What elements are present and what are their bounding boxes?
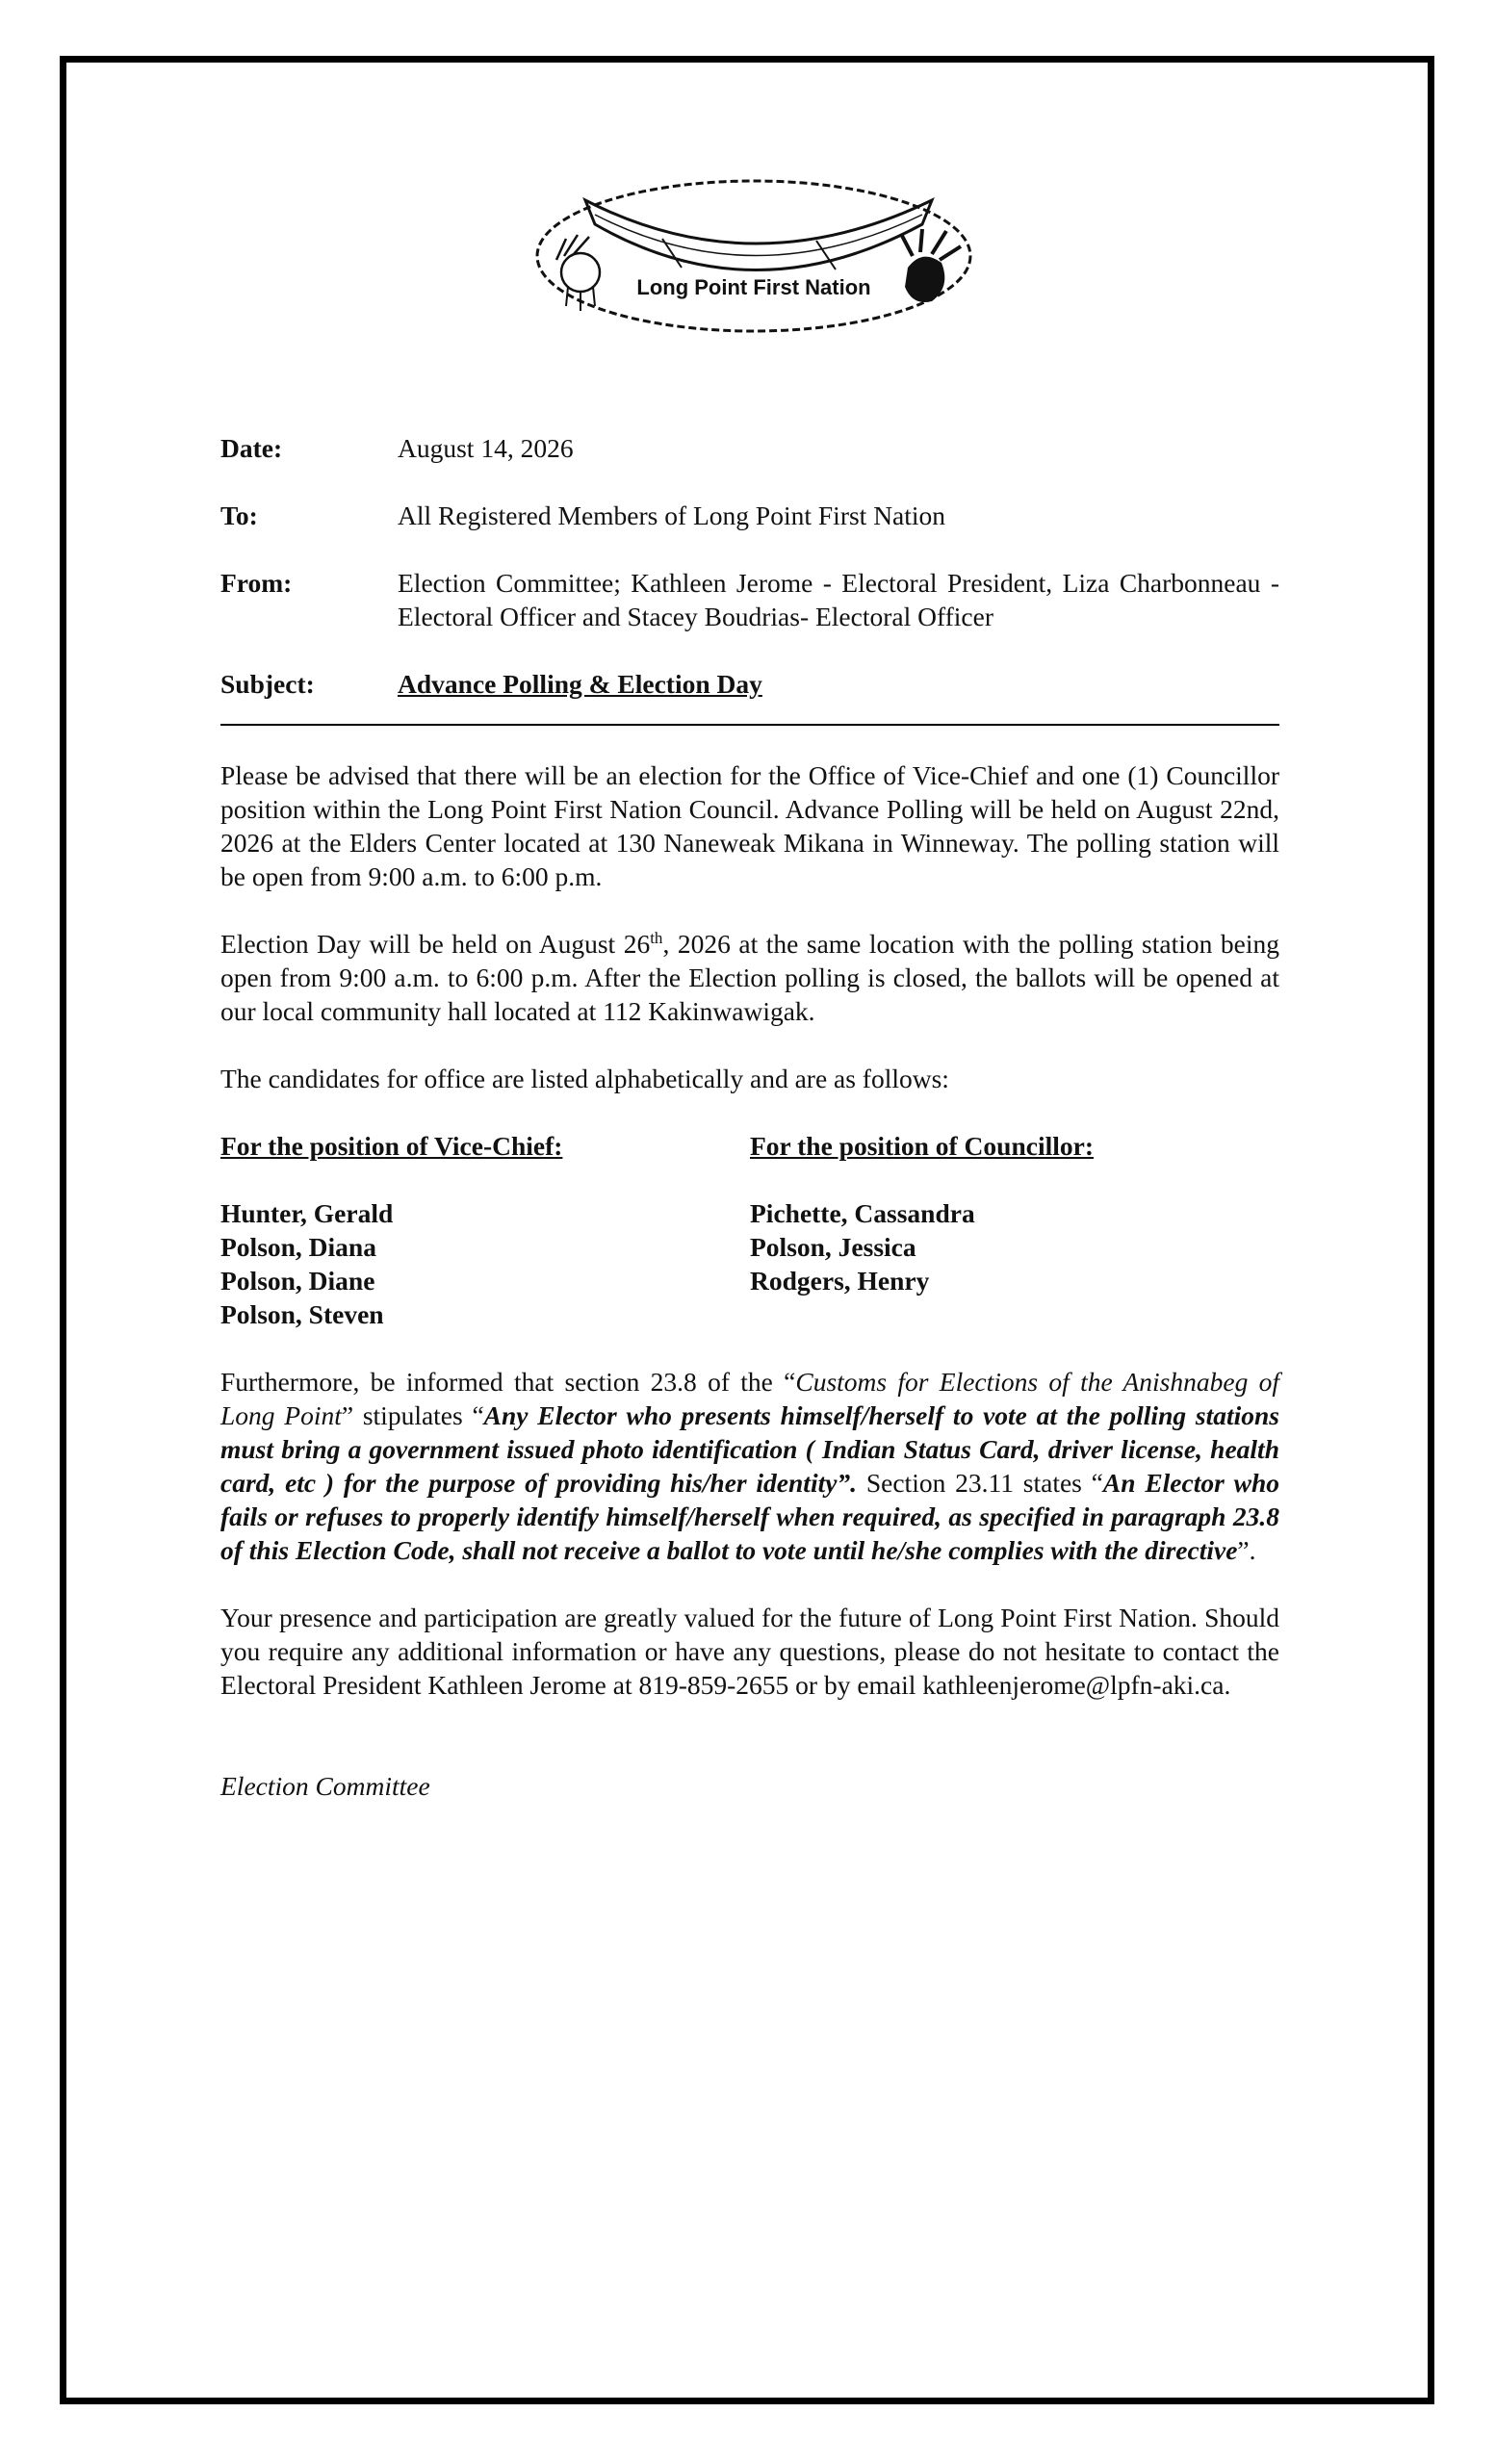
councillor-column xyxy=(750,1129,1279,1331)
election-day-text-a: Election Day will be held on August 26 xyxy=(220,929,651,959)
letter-content xyxy=(220,431,1279,1803)
date-label: Date: xyxy=(220,433,283,463)
to-label: To: xyxy=(220,500,258,530)
subject-row xyxy=(220,667,1279,701)
candidate-name: Polson, Steven xyxy=(220,1299,384,1329)
to-value: All Registered Members of Long Point First Nation xyxy=(398,500,946,530)
customs-title: Customs for Elections of the Anishnabeg of Long Point xyxy=(220,1367,1280,1430)
section-23-11-quote: An Elector who fails or refuses to properly identify himself/herself when required, as specified in paragraph 23.8 of this Election Code, shall not receive a ballot to vote until he/she complies with the directive xyxy=(220,1468,1279,1565)
vice-chief-title: For the position of Vice-Chief: xyxy=(220,1131,563,1161)
subject-value: Advance Polling & Election Day xyxy=(398,669,762,699)
identification-text-g: ”. xyxy=(1237,1535,1256,1565)
candidate-name: Polson, Diane xyxy=(220,1266,375,1296)
vice-chief-column xyxy=(220,1129,750,1331)
candidate-name: Hunter, Gerald xyxy=(220,1198,394,1228)
election-day-superscript: th xyxy=(650,928,663,947)
from-row xyxy=(220,566,1279,633)
section-23-8-quote: Any Elector who presents himself/herself to vote at the polling stations must bring a government issued photo identification ( Indian Status Card, driver license, health card, etc ) for the purpose of providing his/her identity”. xyxy=(220,1400,1279,1498)
header-divider xyxy=(220,724,1279,726)
election-day-text-b: , 2026 at the same location with the polling station being open from 9:00 a.m. to 6:00 p.m. After the Election polling is closed, the ballots will be opened at our local community hall located at 112 Kakinwawigak. xyxy=(220,929,1279,1026)
paragraph-contact: Your presence and participation are greatly valued for the future of Long Point First Nation. Should you require any additional information or have any questions, please do not hesitate to contact the Electoral President Kathleen Jerome at 819-859-2655 or by email kathleenjerome@lpfn-aki.ca. xyxy=(220,1603,1279,1700)
candidate-name: Polson, Diana xyxy=(220,1232,376,1262)
identification-text-a: Furthermore, be informed that section 23.8 of the “ xyxy=(220,1367,796,1397)
from-value: Election Committee; Kathleen Jerome - Electoral President, Liza Charbonneau - Electoral Officer and Stacey Boudrias- Electoral Officer xyxy=(398,568,1279,631)
paragraph-election-day xyxy=(220,927,1279,1028)
long-point-first-nation-logo xyxy=(528,171,980,335)
subject-label: Subject: xyxy=(220,669,315,699)
date-value: August 14, 2026 xyxy=(398,433,574,463)
date-row xyxy=(220,431,1279,465)
candidate-name: Rodgers, Henry xyxy=(750,1266,930,1296)
from-label: From: xyxy=(220,568,293,598)
councillor-title: For the position of Councillor: xyxy=(750,1131,1094,1161)
moose-icon xyxy=(901,229,961,302)
paragraph-candidates-intro: The candidates for office are listed alphabetically and are as follows: xyxy=(220,1064,949,1093)
identification-text-c: ” stipulates “ xyxy=(341,1400,484,1430)
candidate-name: Polson, Jessica xyxy=(750,1232,916,1262)
candidate-name: Pichette, Cassandra xyxy=(750,1198,975,1228)
candidates-list xyxy=(220,1129,1279,1331)
paragraph-identification xyxy=(220,1365,1279,1567)
signature: Election Committee xyxy=(220,1771,430,1801)
to-row xyxy=(220,499,1279,532)
paragraph-advance-polling: Please be advised that there will be an election for the Office of Vice-Chief and one (1) Councillor position within the Long Point First Nation Council. Advance Polling will be held on August 22nd, 2026 at the Elders Center located at 130 Naneweak Mikana in Winneway. The polling station will be open from 9:00 a.m. to 6:00 p.m. xyxy=(220,760,1279,891)
identification-text-e: Section 23.11 states “ xyxy=(857,1468,1103,1498)
logo-text: Long Point First Nation xyxy=(636,275,871,299)
